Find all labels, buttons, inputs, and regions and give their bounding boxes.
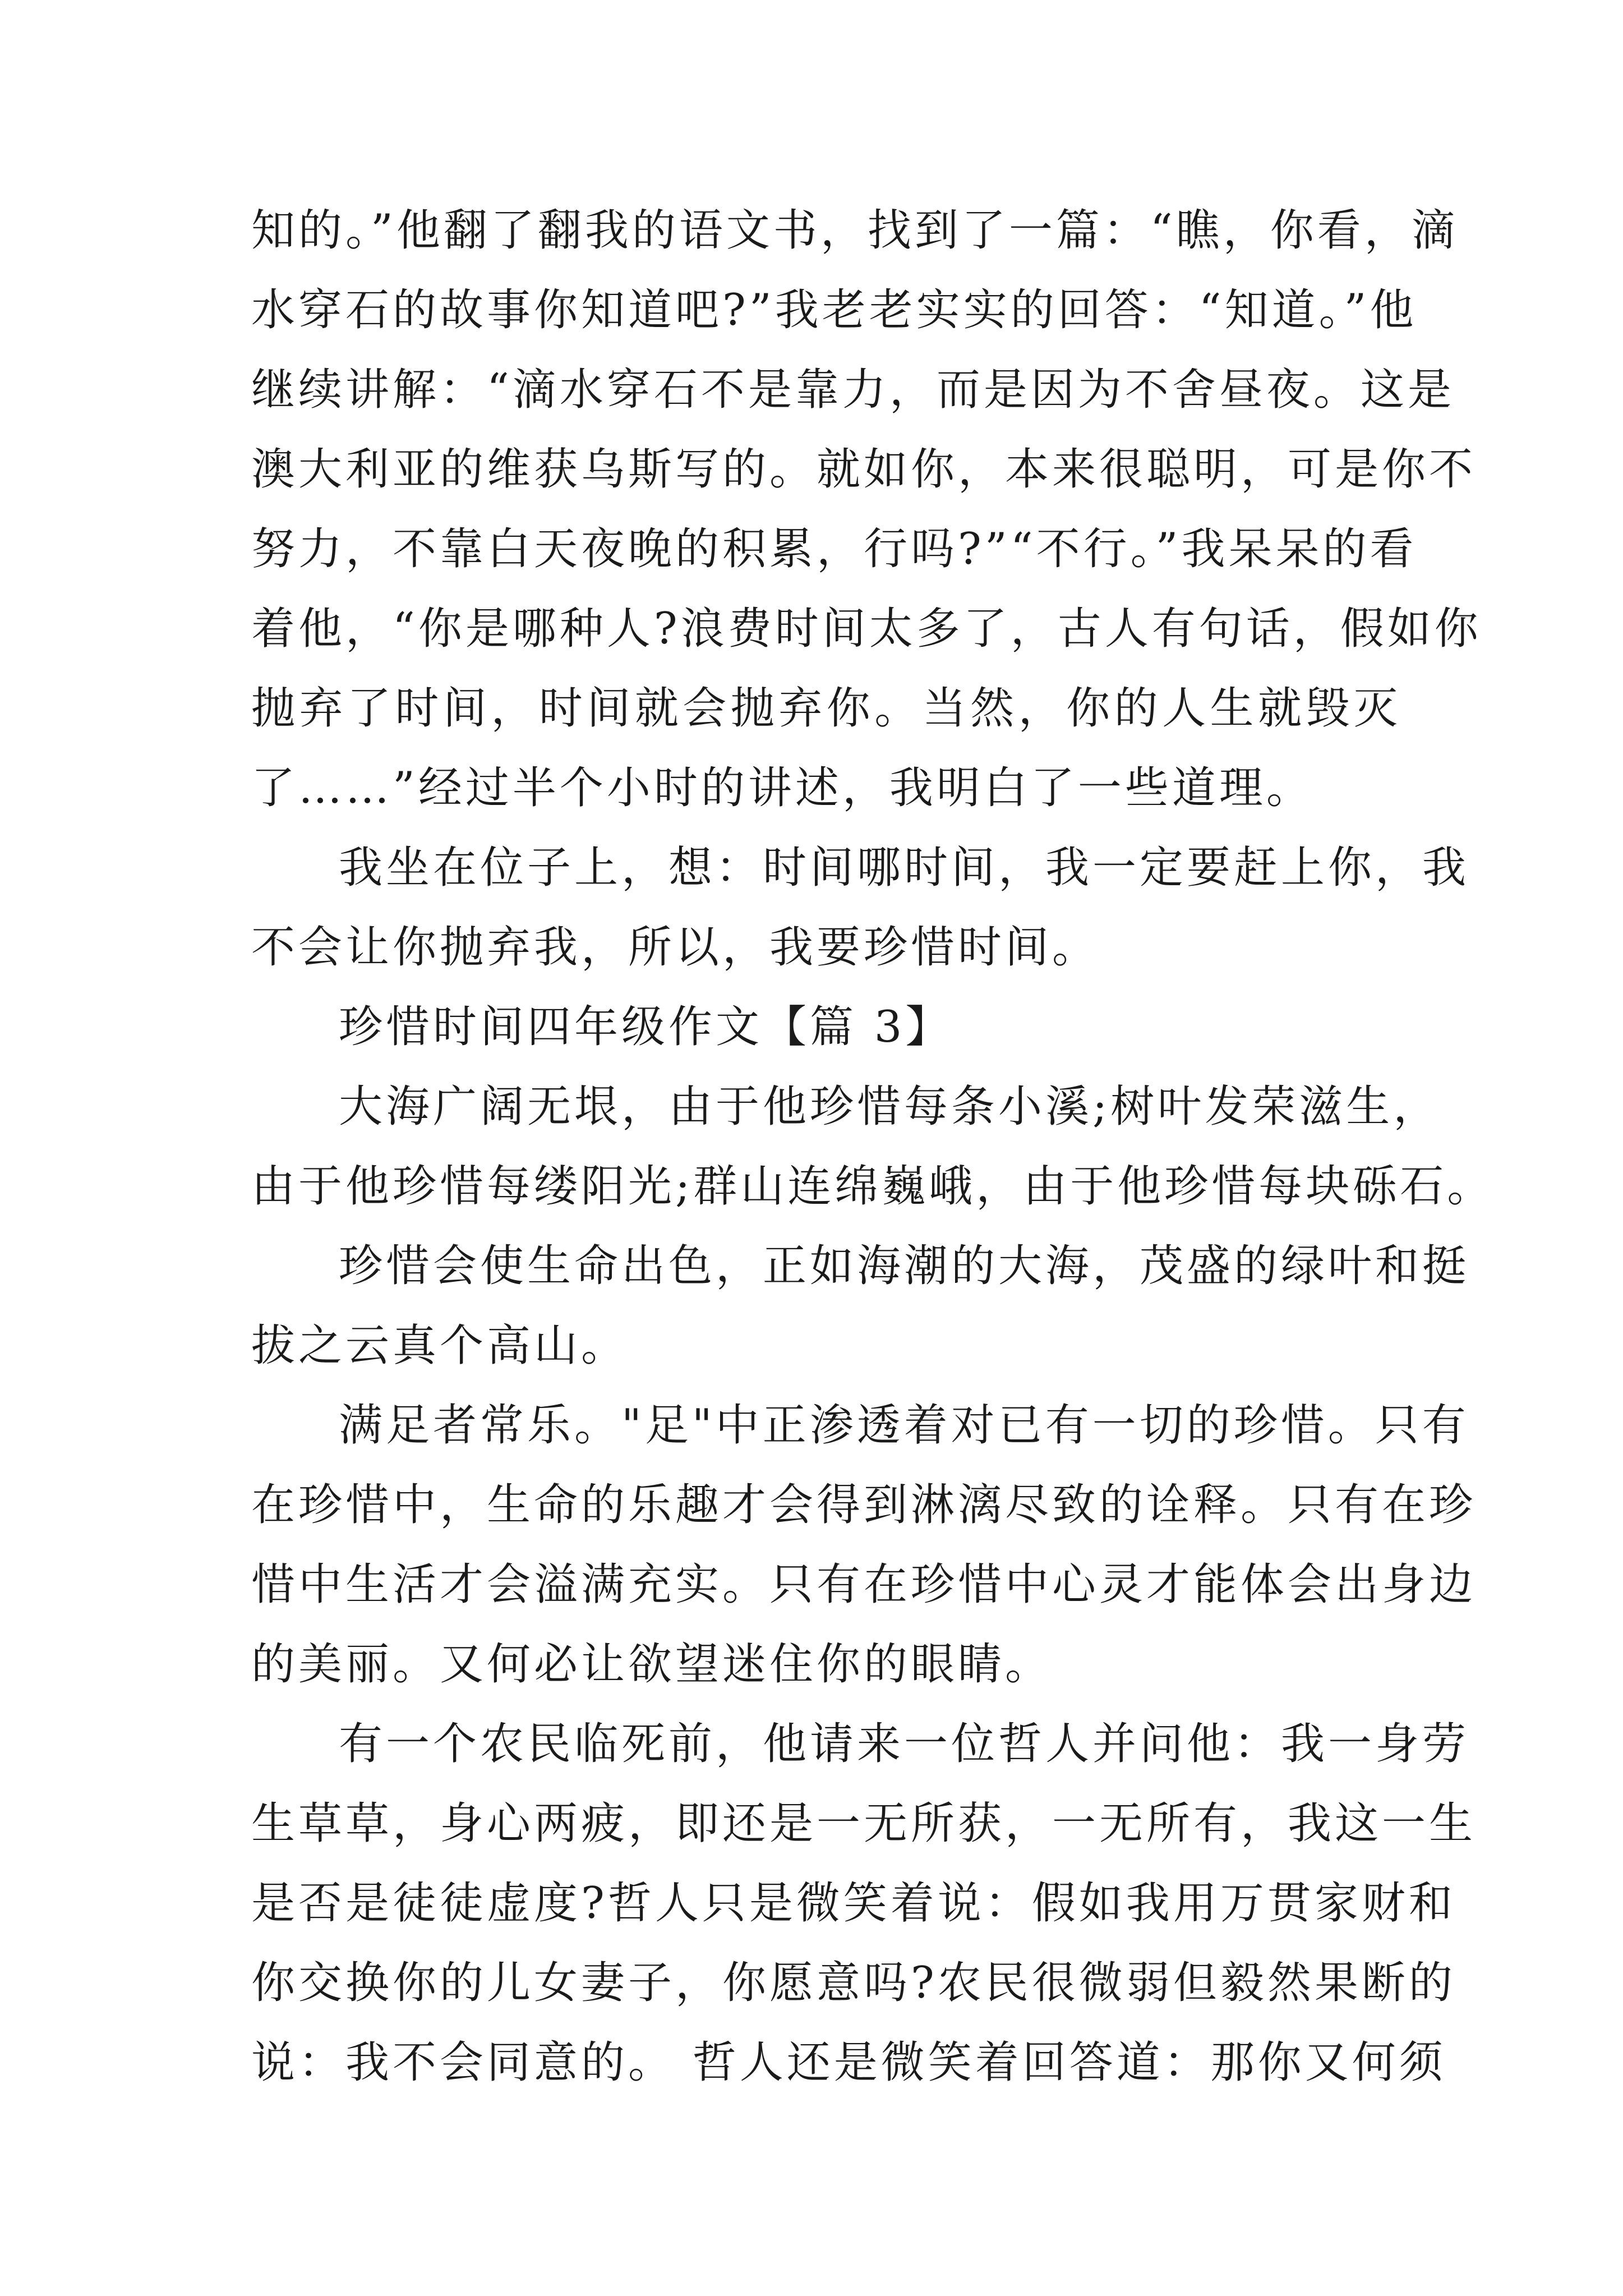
paragraph — [251, 191, 1482, 828]
text-line: 不会让你抛弃我，所以，我要珍惜时间。 — [251, 922, 1100, 973]
text-line: 有一个农民临死前，他请来一位哲人并问他：我一身劳 — [339, 1719, 1470, 1769]
document-body — [251, 191, 1495, 2102]
text-line: 是否是徒徒虚度?哲人只是微笑着说：假如我用万贯家财和 — [251, 1878, 1456, 1929]
text-line: 你交换你的儿女妻子，你愿意吗?农民很微弱但毅然果断的 — [251, 1958, 1456, 2008]
paragraph — [251, 828, 1470, 987]
paragraph — [251, 1067, 1495, 1226]
text-line: 水穿石的故事你知道吧?”我老老实实的回答：“知道。”他 — [251, 285, 1417, 335]
text-line: 满足者常乐。"足"中正渗透着对已有一切的珍惜。只有 — [339, 1400, 1469, 1451]
text-line: 拔之云真个高山。 — [251, 1320, 629, 1371]
text-line: 努力，不靠白天夜晚的积累，行吗?”“不行。”我呆呆的看 — [251, 524, 1417, 574]
text-line: 的美丽。又何必让欲望迷住你的眼睛。 — [251, 1639, 1053, 1690]
text-line: 了……”经过半个小时的讲述，我明白了一些道理。 — [251, 763, 1313, 813]
text-line: 在珍惜中，生命的乐趣才会得到淋漓尽致的诠释。只有在珍 — [251, 1480, 1477, 1530]
paragraph — [251, 1226, 1470, 1386]
text-line: 着他，“你是哪种人?浪费时间太多了，古人有句话，假如你 — [251, 604, 1482, 654]
text-line: 继续讲解：“滴水穿石不是靠力，而是因为不舍昼夜。这是 — [251, 365, 1455, 415]
paragraph — [251, 1386, 1477, 1704]
text-line: 惜中生活才会溢满充实。只有在珍惜中心灵才能体会出身边 — [251, 1559, 1477, 1610]
text-line: 大海广阔无垠，由于他珍惜每条小溪;树叶发荣滋生， — [339, 1082, 1441, 1132]
text-line: 珍惜时间四年级作文【篇 3】 — [339, 1002, 953, 1052]
text-line: 知的。”他翻了翻我的语文书，找到了一篇：“瞧，你看，滴 — [251, 205, 1459, 256]
text-line: 珍惜会使生命出色，正如海潮的大海，茂盛的绿叶和挺 — [339, 1241, 1470, 1291]
text-line: 生草草，身心两疲，即还是一无所获，一无所有，我这一生 — [251, 1798, 1477, 1849]
section-heading — [251, 987, 1401, 1067]
paragraph — [251, 1704, 1477, 2102]
text-line: 澳大利亚的维获乌斯写的。就如你，本来很聪明，可是你不 — [251, 444, 1477, 495]
text-line: 抛弃了时间，时间就会抛弃你。当然，你的人生就毁灭 — [251, 683, 1401, 734]
text-line: 由于他珍惜每缕阳光;群山连绵巍峨，由于他珍惜每块砾石。 — [251, 1161, 1495, 1212]
text-line: 我坐在位子上，想：时间哪时间，我一定要赶上你，我 — [339, 843, 1470, 893]
text-line: 说：我不会同意的。 哲人还是微笑着回答道：那你又何须 — [251, 2037, 1446, 2088]
